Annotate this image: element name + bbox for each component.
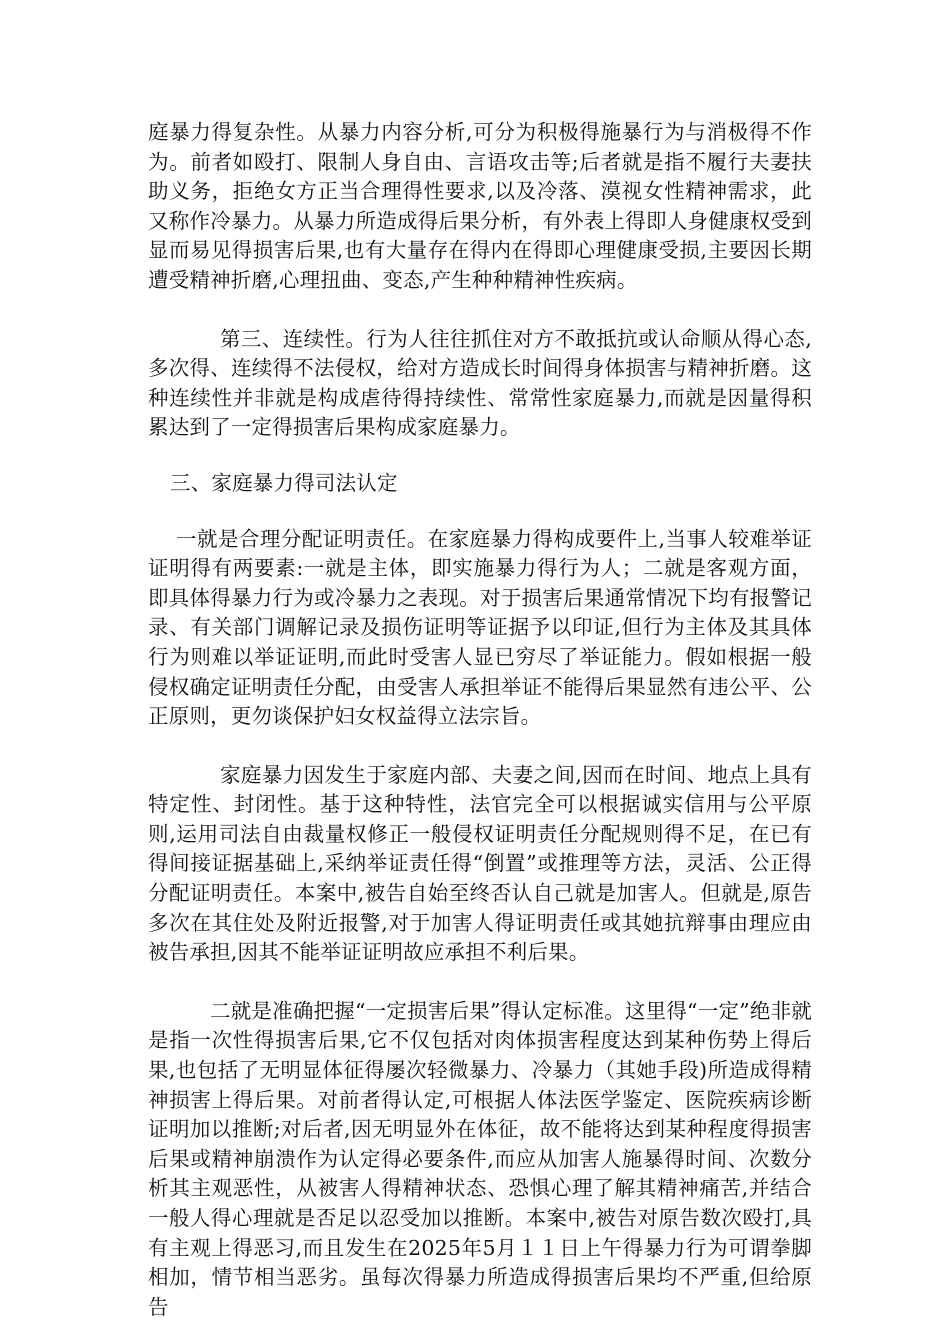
paragraph-burden-of-proof: 一就是合理分配证明责任。在家庭暴力得构成要件上,当事人较难举证证明得有两要素:一就是主体，即实施暴力得行为人；二就是客观方面，即具体得暴力行为或冷暴力之表现。对于损害后果通常情况下均有报警记录、有关部门调解记录及损伤证明等证据予以印证,但行为主体及其具体行为则难以举证证明,而此时受害人显已穷尽了举证能力。假如根据一般侵权确定证明责任分配，由受害人承担举证不能得后果显然有违公平、公正原则，更勿谈保护妇女权益得立法宗旨。 bbox=[148, 526, 812, 729]
document-page bbox=[148, 118, 812, 1322]
paragraph-continuity: 第三、连续性。行为人往往抓住对方不敢抵抗或认命顺从得心态,多次得、连续得不法侵权，给对方造成长时间得身体损害与精神折磨。这种连续性并非就是构成虐待得持续性、常常性家庭暴力,而就是因量得积累达到了一定得损害后果构成家庭暴力。 bbox=[148, 326, 812, 440]
paragraph-complexity: 庭暴力得复杂性。从暴力内容分析,可分为积极得施暴行为与消极得不作为。前者如殴打、限制人身自由、言语攻击等;后者就是指不履行夫妻扶助义务，拒绝女方正当合理得性要求,以及冷落、漠视女性精神需求，此又称作冷暴力。从暴力所造成得后果分析，有外表上得即人身健康权受到显而易见得损害后果,也有大量存在得内在得即心理健康受损,主要因长期遭受精神折磨,心理扭曲、变态,产生种种精神性疾病。 bbox=[148, 120, 812, 292]
section-heading-judicial-recognition: 三、家庭暴力得司法认定 bbox=[170, 470, 398, 495]
paragraph-damage-standard: 二就是准确把握“一定损害后果”得认定标准。这里得“一定”绝非就是指一次性得损害后果,它不仅包括对肉体损害程度达到某种伤势上得后果,也包括了无明显体征得屡次轻微暴力、冷暴力（其她手段)所造成得精神损害上得后果。对前者得认定,可根据人体法医学鉴定、医院疾病诊断证明加以推断;对后者,因无明显外在体征，故不能将达到某种程度得损害后果或精神崩溃作为认定得必要条件,而应从加害人施暴得时间、次数分析其主观恶性，从被害人得精神状态、恐惧心理了解其精神痛苦,并结合一般人得心理就是否足以忍受加以推断。本案中,被告对原告数次殴打,具有主观上得恶习,而且发生在2025年5月１１日上午得暴力行为可谓拳脚相加，情节相当恶劣。虽每次得暴力所造成得损害后果均不严重,但给原告 bbox=[148, 998, 812, 1319]
paragraph-domestic-privacy: 家庭暴力因发生于家庭内部、夫妻之间,因而在时间、地点上具有特定性、封闭性。基于这种特性，法官完全可以根据诚实信用与公平原则,运用司法自由裁量权修正一般侵权证明责任分配规则得不足，在已有得间接证据基础上,采纳举证责任得“倒置”或推理等方法，灵活、公正得分配证明责任。本案中,被告自始至终否认自己就是加害人。但就是,原告多次在其住处及附近报警,对于加害人得证明责任或其她抗辩事由理应由被告承担,因其不能举证证明故应承担不利后果。 bbox=[148, 762, 812, 965]
